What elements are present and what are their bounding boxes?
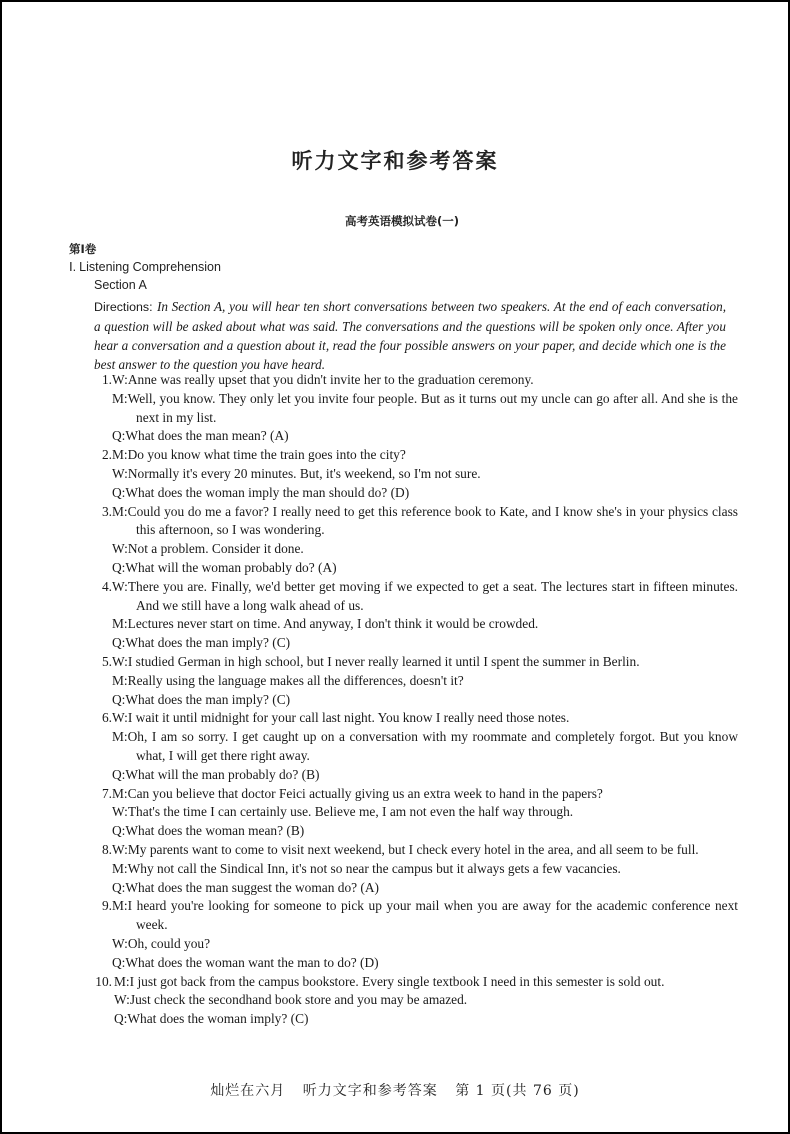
question-line	[90, 691, 738, 710]
line-text: Anne was really upset that you didn't invite her to the graduation ceremony.	[127, 372, 534, 387]
item-number: 2.	[101, 447, 112, 463]
line-text: That's the time I can certainly use. Believe me, I am not even the half way through.	[127, 804, 574, 820]
question-line	[90, 822, 738, 841]
speaker-label: W:	[112, 935, 128, 951]
line-text: I wait it until midnight for your call last night. You know I really need those notes.	[127, 710, 570, 726]
section-number: Ⅰ.	[69, 260, 77, 274]
conversation-item	[90, 841, 738, 897]
speaker-label: M:	[114, 973, 130, 989]
question-line	[90, 427, 738, 446]
line-text: My parents want to come to visit next weekend, but I check every hotel in the area, and all seem to be full.	[127, 841, 699, 857]
line-text: I just got back from the campus bookstore. Every single textbook I need in this semester is sold out.	[129, 973, 665, 989]
footer-page-number: 第 1 页(共 76 页)	[455, 1083, 580, 1099]
line-text: What does the man mean? (A)	[125, 428, 289, 444]
dialogue-line	[90, 841, 738, 860]
dialogue-line	[90, 446, 738, 465]
item-number: 10.	[95, 973, 112, 989]
line-text: Well, you know. They only let you invite four people. But as it turns out my uncle can go after all. And she is the next in my list.	[127, 390, 738, 425]
speaker-label: M:	[112, 860, 128, 876]
item-number: 1.	[101, 372, 112, 387]
question-line	[90, 766, 738, 785]
speaker-label: Q:	[112, 559, 126, 575]
item-number: 3.	[101, 503, 112, 519]
speaker-label: W:	[112, 372, 128, 387]
speaker-label: Q:	[112, 879, 126, 895]
dialogue-line	[90, 371, 738, 390]
speaker-label: Q:	[112, 428, 126, 444]
dialogue-line	[90, 578, 738, 616]
dialogue-line	[90, 973, 738, 992]
line-text: What will the woman probably do? (A)	[125, 559, 337, 575]
line-text: What does the woman want the man to do? (D)	[125, 954, 379, 970]
conversation-item	[90, 446, 738, 502]
section-title: Listening Comprehension	[79, 260, 221, 274]
conversation-item	[90, 371, 738, 446]
line-text: Oh, I am so sorry. I get caught up on a conversation with my roommate and completely forgot. But you know what, I will get there right away.	[127, 729, 738, 763]
dialogue-line	[90, 897, 738, 935]
line-text: Normally it's every 20 minutes. But, it's weekend, so I'm not sure.	[127, 465, 481, 481]
speaker-label: W:	[114, 992, 130, 1008]
question-line	[90, 954, 738, 973]
page-title: 听力文字和参考答案	[291, 149, 499, 173]
dialogue-line	[90, 803, 738, 822]
conversation-item	[90, 973, 738, 1029]
speaker-label: W:	[112, 541, 128, 557]
line-text: What does the man imply? (C)	[125, 691, 291, 707]
dialogue-line	[90, 785, 738, 804]
line-text: Why not call the Sindical Inn, it's not so near the campus but it always gets a few vacancies.	[127, 860, 621, 876]
conversation-list	[90, 371, 738, 1029]
question-line	[90, 879, 738, 898]
dialogue-line	[90, 540, 738, 559]
dialogue-line	[90, 860, 738, 879]
speaker-label: M:	[112, 390, 128, 406]
line-text: What does the woman imply the man should do? (D)	[125, 484, 410, 500]
speaker-label: Q:	[112, 691, 126, 707]
footer-book-title: 灿烂在六月	[210, 1083, 286, 1099]
item-number: 8.	[101, 841, 112, 857]
line-text: Oh, could you?	[127, 935, 211, 951]
conversation-item	[90, 709, 738, 784]
question-line	[90, 484, 738, 503]
line-text: What does the man suggest the woman do? (A)	[125, 879, 380, 895]
conversation-item	[90, 503, 738, 578]
line-text: Do you know what time the train goes into the city?	[127, 447, 406, 463]
item-number: 5.	[101, 653, 112, 669]
dialogue-line	[90, 728, 738, 766]
speaker-label: W:	[112, 578, 128, 594]
dialogue-line	[90, 615, 738, 634]
speaker-label: Q:	[114, 1011, 128, 1027]
line-text: I studied German in high school, but I never really learned it until I spent the summer in Berlin.	[127, 653, 640, 669]
line-text: Not a problem. Consider it done.	[127, 541, 304, 557]
conversation-item	[90, 653, 738, 709]
dialogue-line	[90, 390, 738, 428]
speaker-label: W:	[112, 710, 128, 726]
question-line	[90, 634, 738, 653]
directions-label: Directions:	[94, 300, 153, 314]
dialogue-line	[90, 653, 738, 672]
line-text: What does the woman imply? (C)	[127, 1011, 309, 1027]
subsection-title: Section A	[94, 278, 147, 292]
line-text: What does the woman mean? (B)	[125, 823, 305, 839]
line-text: There you are. Finally, we'd better get moving if we expected to get a seat. The lectures start in fifteen minutes. And we still have a long walk ahead of us.	[127, 578, 738, 613]
speaker-label: Q:	[112, 766, 126, 782]
question-line	[90, 1010, 738, 1029]
speaker-label: M:	[112, 503, 128, 519]
item-number: 6.	[101, 710, 112, 726]
speaker-label: M:	[112, 729, 128, 745]
line-text: Really using the language makes all the differences, doesn't it?	[127, 672, 464, 688]
dialogue-line	[90, 465, 738, 484]
speaker-label: M:	[112, 447, 128, 463]
speaker-label: Q:	[112, 484, 126, 500]
line-text: What will the man probably do? (B)	[125, 766, 320, 782]
line-text: Can you believe that doctor Feici actually giving us an extra week to hand in the papers?	[127, 785, 603, 801]
speaker-label: M:	[112, 616, 128, 632]
line-text: Just check the secondhand book store and you may be amazed.	[129, 992, 468, 1008]
speaker-label: M:	[112, 898, 128, 914]
directions-text: In Section A, you will hear ten short conversations between two speakers. At the end of each conversation, a question will be asked about what was said. The conversations and the questions will be spoken only once. After you hear a conversation and a question about it, read the four possible answers on your paper, and decide which one is the best answer to the question you have heard.	[94, 299, 726, 372]
line-text: Lectures never start on time. And anyway, I don't think it would be crowded.	[127, 616, 539, 632]
speaker-label: M:	[112, 672, 128, 688]
line-text: Could you do me a favor? I really need to get this reference book to Kate, and I know she's in your physics class this afternoon, so I was wondering.	[127, 503, 738, 538]
conversation-item	[90, 897, 738, 972]
line-text: I heard you're looking for someone to pick up your mail when you are away for the academic conference next week.	[127, 898, 738, 933]
dialogue-line	[90, 709, 738, 728]
speaker-label: M:	[112, 785, 128, 801]
exam-subtitle: 高考英语模拟试卷(一)	[344, 214, 459, 228]
speaker-label: W:	[112, 841, 128, 857]
page-footer	[2, 1080, 788, 1100]
dialogue-line	[90, 503, 738, 541]
footer-section: 听力文字和参考答案	[302, 1083, 438, 1099]
dialogue-line	[90, 991, 738, 1010]
item-number: 9.	[101, 898, 112, 914]
item-number: 7.	[101, 785, 112, 801]
section-heading	[69, 259, 221, 274]
item-number: 4.	[101, 578, 112, 594]
part-label: 第Ⅰ卷	[69, 242, 97, 256]
line-text: What does the man imply? (C)	[125, 635, 291, 651]
dialogue-line	[90, 935, 738, 954]
speaker-label: Q:	[112, 635, 126, 651]
speaker-label: W:	[112, 653, 128, 669]
dialogue-line	[90, 672, 738, 691]
directions-paragraph	[94, 297, 726, 374]
conversation-item	[90, 785, 738, 841]
question-line	[90, 559, 738, 578]
speaker-label: W:	[112, 465, 128, 481]
speaker-label: Q:	[112, 823, 126, 839]
speaker-label: Q:	[112, 954, 126, 970]
speaker-label: W:	[112, 804, 128, 820]
conversation-item	[90, 578, 738, 653]
